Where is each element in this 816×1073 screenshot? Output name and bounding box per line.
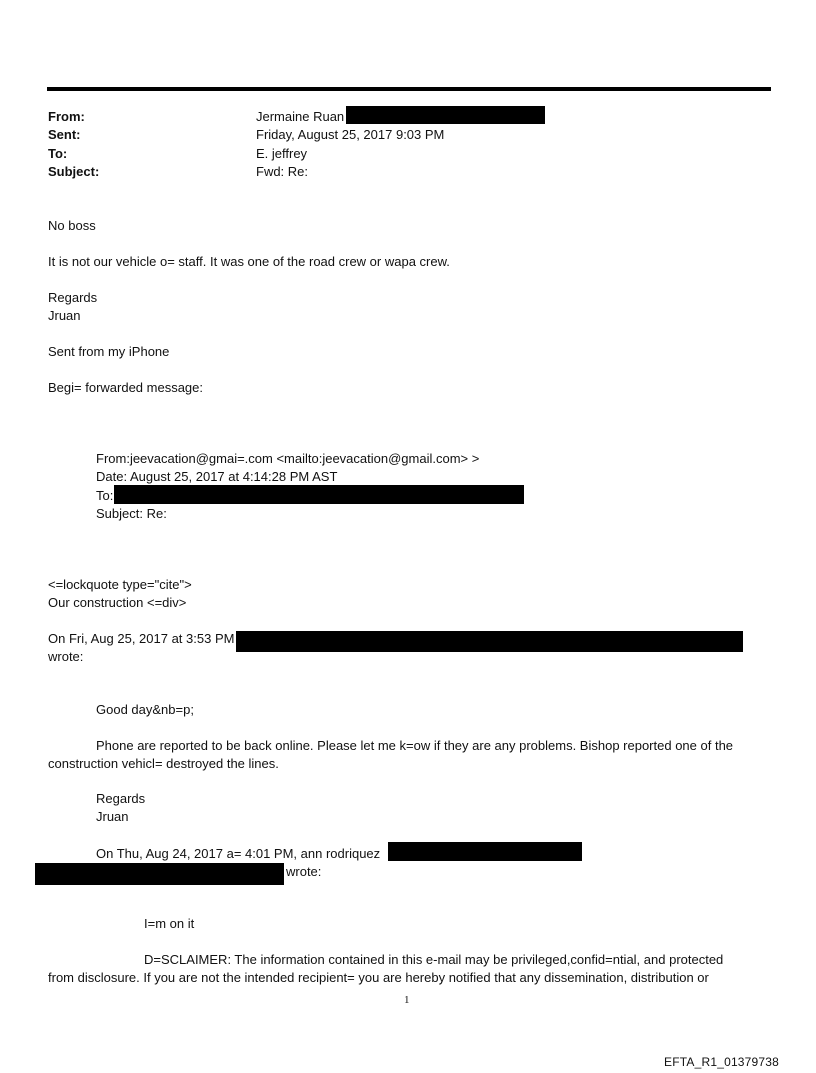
quote-line: <=lockquote type="cite"> <box>48 577 192 592</box>
forwarded-from: From:jeevacation@gmai=.com <mailto:jeevacation@gmail.com> > <box>96 451 480 466</box>
subject-value: Fwd: Re: <box>256 164 309 179</box>
quote-line: I=m on it <box>144 916 195 931</box>
page-number: 1 <box>404 994 410 1006</box>
redaction-block <box>114 485 524 504</box>
quote-line: On Thu, Aug 24, 2017 a= 4:01 PM, ann rodriquez <box>96 846 381 861</box>
to-label: To: <box>48 146 68 161</box>
from-label: From: <box>48 109 85 124</box>
forwarded-subject: Subject: Re: <box>96 506 167 521</box>
forwarded-to: To: <box>96 488 114 503</box>
redaction-block <box>236 631 743 652</box>
body-line: Begi= forwarded message: <box>48 380 204 395</box>
sent-value: Friday, August 25, 2017 9:03 PM <box>256 127 445 142</box>
quote-line: Jruan <box>96 809 129 824</box>
quote-line: wrote: <box>48 649 84 664</box>
sent-label: Sent: <box>48 127 81 142</box>
redaction-block <box>346 106 545 124</box>
body-line: It is not our vehicle o= staff. It was one of the road crew or wapa crew. <box>48 254 450 269</box>
to-value: E. jeffrey <box>256 146 308 161</box>
from-value: Jermaine Ruan <box>256 109 345 124</box>
document-id: EFTA_R1_01379738 <box>664 1055 780 1069</box>
body-line: Sent from my iPhone <box>48 344 170 359</box>
subject-label: Subject: <box>48 164 100 179</box>
body-line: Regards <box>48 290 98 305</box>
disclaimer-line: D=SCLAIMER: The information contained in this e-mail may be privileged,confid=ntial, and protected <box>144 952 724 967</box>
redaction-block <box>388 842 582 861</box>
quote-line: Our construction <=div> <box>48 595 187 610</box>
quote-line: Regards <box>96 791 146 806</box>
disclaimer-line: from disclosure. If you are not the intended recipient= you are hereby notified that any dissemination, distribution or <box>48 970 709 985</box>
quote-line: construction vehicl= destroyed the lines. <box>48 756 279 771</box>
quote-line: wrote: <box>286 864 322 879</box>
body-line: Jruan <box>48 308 81 323</box>
quote-line: On Fri, Aug 25, 2017 at 3:53 PM <box>48 631 235 646</box>
redaction-block <box>35 863 284 885</box>
header-rule <box>47 87 771 91</box>
quote-line: Good day&nb=p; <box>96 702 194 717</box>
body-line: No boss <box>48 218 96 233</box>
forwarded-date: Date: August 25, 2017 at 4:14:28 PM AST <box>96 469 338 484</box>
quote-line: Phone are reported to be back online. Please let me k=ow if they are any problems. Bishop reported one of the <box>96 738 734 753</box>
